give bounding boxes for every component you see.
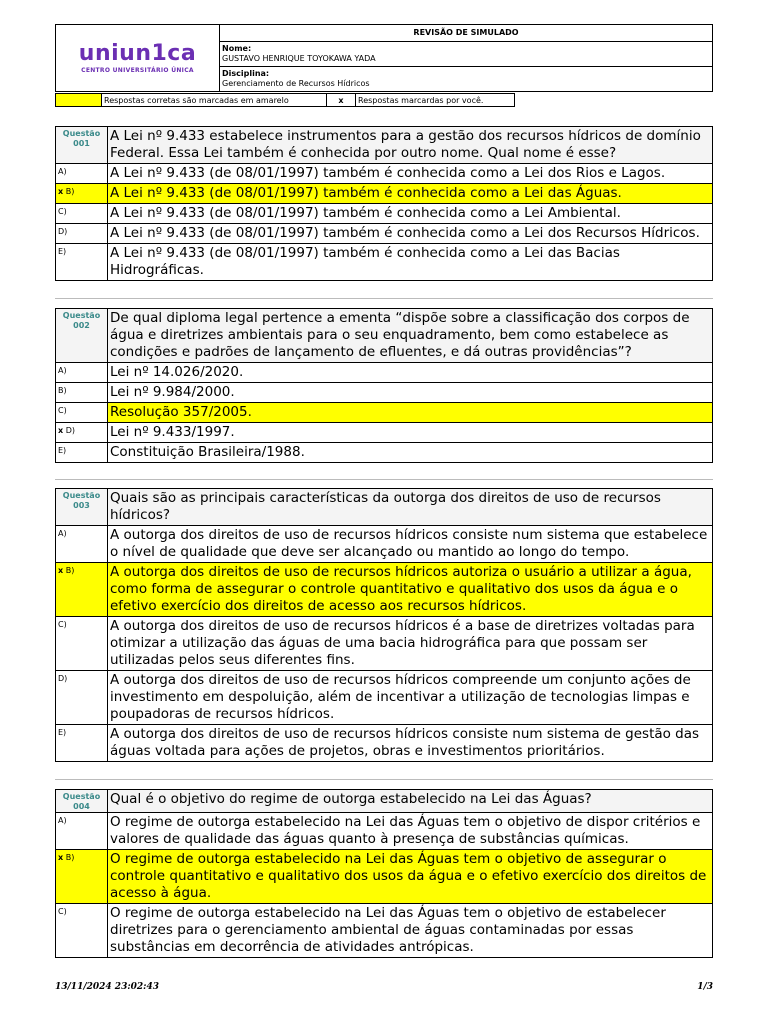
- answer-option: [56, 244, 712, 280]
- question-number: [56, 127, 108, 163]
- option-text: Resolução 357/2005.: [108, 403, 712, 422]
- answer-option: [56, 526, 712, 563]
- selected-marker: x: [58, 426, 64, 435]
- question-number-value: 002: [73, 321, 90, 330]
- option-letter: [56, 363, 108, 382]
- option-letter-text: B): [65, 187, 75, 196]
- legend-marked-text: Respostas marcardas por você.: [355, 93, 515, 107]
- option-letter: [56, 617, 108, 670]
- question-block-002: [55, 308, 713, 463]
- question-number-label: Questão: [62, 129, 101, 138]
- question-block-003: [55, 488, 713, 762]
- name-label: Nome:: [222, 44, 252, 53]
- option-letter-text: B): [58, 386, 67, 395]
- legend-correct-text: Respostas corretas são marcadas em amarelo: [101, 93, 327, 107]
- answer-option: [56, 443, 712, 462]
- option-text: O regime de outorga estabelecido na Lei das Águas tem o objetivo de assegurar o controle quantitativo e qualitativo dos usos da água e o efetivo exercício dos direitos de acesso à água.: [108, 850, 712, 903]
- answer-option: [56, 423, 712, 443]
- question-number-label: Questão: [62, 311, 101, 320]
- option-letter: [56, 244, 108, 280]
- option-letter: [56, 184, 108, 203]
- answer-option: [56, 383, 712, 403]
- correct-color-swatch: [55, 93, 102, 107]
- option-letter: [56, 383, 108, 402]
- question-number: [56, 309, 108, 362]
- option-text: A Lei nº 9.433 (de 08/01/1997) também é conhecida como a Lei das Bacias Hidrográficas.: [110, 245, 620, 278]
- question-number: [56, 790, 108, 812]
- footer-page-number: 1/3: [697, 982, 713, 992]
- option-letter-text: A): [58, 816, 67, 825]
- option-text: A outorga dos direitos de uso de recursos hídricos consiste num sistema de gestão das águas voltada para ações de projetos, obras e investimentos prioritários.: [110, 726, 700, 759]
- question-number-label: Questão: [62, 792, 101, 801]
- question-number-value: 004: [73, 802, 90, 811]
- question-number-label: Questão: [62, 491, 101, 500]
- option-letter-text: B): [65, 853, 75, 862]
- answer-option: [56, 563, 712, 617]
- option-letter-text: D): [58, 674, 68, 683]
- question-header: [56, 127, 712, 164]
- option-letter-text: E): [58, 247, 67, 256]
- option-text: A outorga dos direitos de uso de recursos hídricos é a base de diretrizes voltadas para otimizar a utilização das águas de uma bacia hidrográfica para que possam ser utilizadas pelos seus diferentes fins.: [110, 618, 695, 668]
- logo-wordmark: uniun1ca: [78, 40, 197, 66]
- option-letter-text: C): [58, 907, 67, 916]
- answer-option: [56, 904, 712, 957]
- info-cell: [220, 25, 712, 91]
- question-text: De qual diploma legal pertence a ementa “dispõe sobre a classificação dos corpos de água e diretrizes ambientais para o seu enquadramento, bem como estabelece as condições e padrões de lançamento de efluentes, e dá outras providências”?: [108, 309, 712, 362]
- logo: [56, 25, 220, 91]
- option-letter-text: C): [58, 406, 67, 415]
- answer-option: [56, 725, 712, 761]
- option-text: A Lei nº 9.433 (de 08/01/1997) também é conhecida como a Lei dos Rios e Lagos.: [110, 165, 666, 181]
- selected-marker: x: [58, 853, 64, 862]
- legend: [55, 93, 514, 107]
- option-letter-text: A): [58, 529, 67, 538]
- question-header: [56, 489, 712, 526]
- option-letter: [56, 204, 108, 223]
- option-letter-text: A): [58, 366, 67, 375]
- answer-option: [56, 164, 712, 184]
- option-text: Lei nº 14.026/2020.: [110, 364, 244, 380]
- option-text: A Lei nº 9.433 (de 08/01/1997) também é conhecida como a Lei dos Recursos Hídricos.: [110, 225, 700, 241]
- selected-marker: x: [58, 566, 64, 575]
- selected-marker: x: [58, 187, 64, 196]
- option-letter-text: C): [58, 207, 67, 216]
- option-letter: [56, 725, 108, 761]
- option-text: A outorga dos direitos de uso de recursos hídricos consiste num sistema que estabelece o nível de qualidade que deve ser alcançado ou mantido ao longo do tempo.: [110, 527, 708, 560]
- answer-option: [56, 850, 712, 904]
- question-text: A Lei nº 9.433 estabelece instrumentos para a gestão dos recursos hídricos de domínio Federal. Essa Lei também é conhecida por outro nome. Qual nome é esse?: [108, 127, 712, 163]
- header-table: [55, 24, 713, 92]
- logo-subtitle: CENTRO UNIVERSITÁRIO ÚNICA: [81, 66, 194, 74]
- option-text: Lei nº 9.433/1997.: [110, 424, 235, 440]
- name-value: GUSTAVO HENRIQUE TOYOKAWA YADA: [222, 54, 376, 63]
- question-block-001: [55, 126, 713, 281]
- legend-marker: x: [326, 93, 356, 107]
- separator: [55, 479, 713, 480]
- option-letter: [56, 671, 108, 724]
- discipline-label: Disciplina:: [222, 69, 270, 78]
- option-text: Constituição Brasileira/1988.: [110, 444, 305, 460]
- option-letter: [56, 563, 108, 616]
- option-text: Lei nº 9.984/2000.: [110, 384, 235, 400]
- option-letter-text: D): [65, 426, 75, 435]
- separator: [55, 298, 713, 299]
- option-letter-text: E): [58, 446, 67, 455]
- option-letter: [56, 904, 108, 957]
- option-letter: [56, 850, 108, 903]
- option-letter: [56, 423, 108, 442]
- answer-option: [56, 403, 712, 423]
- option-text: A outorga dos direitos de uso de recursos hídricos autoriza o usuário a utilizar a água, como forma de assegurar o controle quantitativo e qualitativo dos usos da água e o efetivo exercício dos direitos de acesso aos recursos hídricos.: [108, 563, 712, 616]
- option-text: O regime de outorga estabelecido na Lei das Águas tem o objetivo de dispor critérios e valores de qualidade das águas quanto à presença de substâncias químicas.: [110, 814, 701, 847]
- question-number: [56, 489, 108, 525]
- answer-option: [56, 204, 712, 224]
- option-letter-text: D): [58, 227, 68, 236]
- option-letter: [56, 813, 108, 849]
- name-row: [220, 42, 712, 67]
- option-letter-text: A): [58, 167, 67, 176]
- answer-option: [56, 671, 712, 725]
- option-text: O regime de outorga estabelecido na Lei das Águas tem o objetivo de estabelecer diretrizes para o gerenciamento ambiental de águas contaminadas por essas substâncias em decorrência de atividades antrópicas.: [110, 905, 666, 955]
- question-number-value: 003: [73, 501, 90, 510]
- answer-option: [56, 224, 712, 244]
- question-block-004: [55, 789, 713, 958]
- option-letter: [56, 224, 108, 243]
- footer-timestamp: 13/11/2024 23:02:43: [55, 982, 160, 992]
- option-letter: [56, 443, 108, 462]
- option-letter: [56, 164, 108, 183]
- answer-option: [56, 184, 712, 204]
- answer-option: [56, 813, 712, 850]
- option-letter-text: E): [58, 728, 67, 737]
- option-text: A Lei nº 9.433 (de 08/01/1997) também é conhecida como a Lei Ambiental.: [110, 205, 621, 221]
- option-letter: [56, 526, 108, 562]
- answer-option: [56, 617, 712, 671]
- question-text: Qual é o objetivo do regime de outorga estabelecido na Lei das Águas?: [108, 790, 712, 812]
- option-text: A Lei nº 9.433 (de 08/01/1997) também é conhecida como a Lei das Águas.: [108, 184, 712, 203]
- question-text: Quais são as principais características da outorga dos direitos de uso de recursos hídricos?: [108, 489, 712, 525]
- option-text: A outorga dos direitos de uso de recursos hídricos compreende um conjunto ações de investimento em despoluição, além de incentivar a utilização de tecnologias limpas e poupadoras de recursos hídricos.: [110, 672, 691, 722]
- option-letter: [56, 403, 108, 422]
- option-letter-text: B): [65, 566, 75, 575]
- page-title: REVISÃO DE SIMULADO: [220, 25, 712, 42]
- discipline-value: Gerenciamento de Recursos Hídricos: [222, 79, 370, 88]
- option-letter-text: C): [58, 620, 67, 629]
- question-header: [56, 309, 712, 363]
- discipline-row: [220, 67, 712, 91]
- question-header: [56, 790, 712, 813]
- separator: [55, 779, 713, 780]
- answer-option: [56, 363, 712, 383]
- question-number-value: 001: [73, 139, 90, 148]
